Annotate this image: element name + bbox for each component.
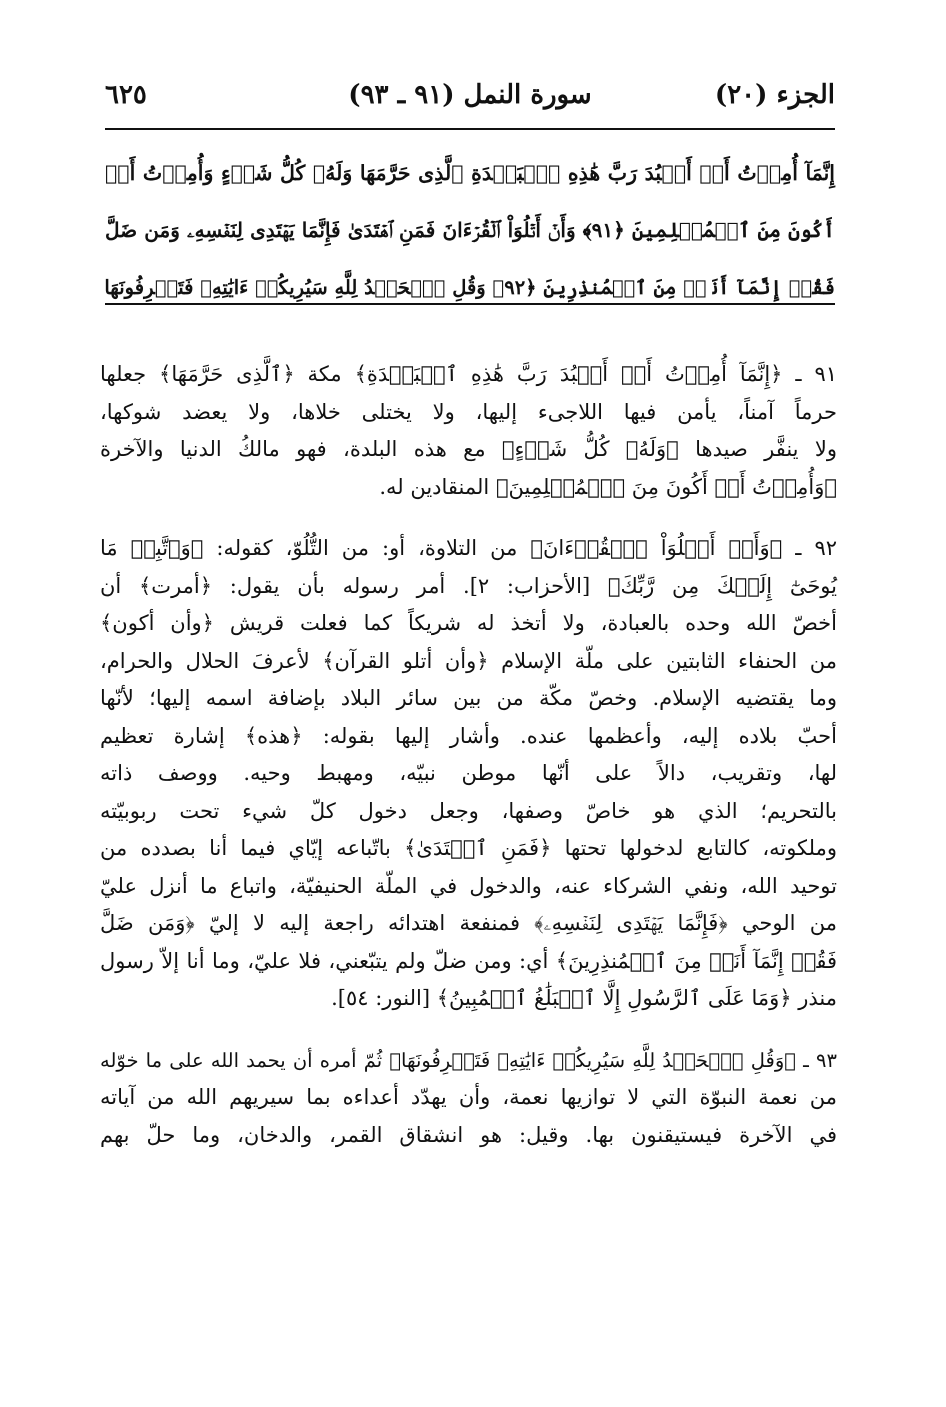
commentary-line: ﴿وَأُمِرۡتُ أَنۡ أَكُونَ مِنَ ٱلۡمُسۡلِمِينَ﴾ المنقادين له.	[379, 474, 837, 499]
commentary-line: يُوحَىٰٓ إِلَيۡكَ مِن رَّبِّكَ﴾ [الأحزاب: ٢]. أمر رسوله بأن يقول: ﴿أمرت﴾ أن	[100, 573, 837, 598]
commentary-line: في الآخرة فيستيقنون بها. وقيل: هو انشقاق القمر، والدخان، وما حلّ بهم	[100, 1122, 837, 1147]
quran-line: فَقُلۡ إِنَّمَآ أَنَا۠ مِنَ ٱلۡمُنذِرِينَ ﴿٩٢﴾ وَقُلِ ٱلۡحَمۡدُ لِلَّهِ سَيُرِيكُمۡ ءَايَٰتِهِۦ فَتَعۡرِفُونَهَا	[104, 276, 835, 299]
commentary-line: توحيد الله، ونفي الشركاء عنه، والدخول في الملّة الحنيفيّة، واتباع ما أنزل عليّ	[100, 873, 837, 898]
quran-verses	[105, 145, 835, 316]
page-number: ٦٢٥	[105, 80, 147, 110]
commentary-line: فَقُلۡ إِنَّمَآ أَنَا۠ مِنَ ٱلۡمُنذِرِينَ﴾ أي: ومن ضلّ ولم يتبّعني، فلا عليّ، وما أنا إلاّ رسول	[100, 948, 837, 973]
commentary-line: وملكوته، كالتابع لدخولها تحتها ﴿فَمَنِ ٱهۡتَدَىٰ﴾ باتّباعه إيّاي فيما أنا بصدده من	[100, 836, 837, 860]
page-header	[105, 80, 835, 128]
commentary-line: بالتحريم؛ الذي هو خاصّ وصفها، وجعل دخول كلّ شيء تحت ربوبيّته	[100, 798, 837, 823]
commentary-paragraph-93	[100, 1042, 837, 1155]
juz-label: الجزء (٢٠)	[714, 80, 835, 110]
commentary-line: وما يقتضيه الإسلام. وخصّ مكّة من بين سائر البلاد بإضافة اسمه إليها؛ لأنّها	[100, 686, 837, 710]
commentary-line: أحبّ بلاده إليه، وأعظمها عنده. وأشار إليها بقوله: ﴿هذه﴾ إشارة تعظيم	[100, 723, 837, 748]
surah-title: سورة النمل (٩١ ـ ٩٣)	[348, 80, 592, 110]
quran-line: إِنَّمَآ أُمِرۡتُ أَنۡ أَعۡبُدَ رَبَّ هَٰذِهِ ٱلۡبَلۡدَةِ ٱلَّذِى حَرَّمَهَا وَلَهُۥ كُلُّ شَىۡءٍ وَأُمِرۡتُ أَنۡ	[105, 161, 835, 185]
commentary-line: منذر ﴿وَمَا عَلَى ٱلرَّسُولِ إِلَّا ٱلۡبَلَٰغُ ٱلۡمُبِينُ﴾ [النور: ٥٤].	[331, 986, 837, 1010]
commentary-line: من الوحي ﴿فَإِنَّمَا يَهۡتَدِى لِنَفۡسِهِۦ﴾ فمنفعة اهتدائه راجعة إليه لا إليّ ﴿وَمَن ضَلَّ	[100, 911, 837, 935]
quran-line: أَكُونَ مِنَ ٱلۡمُسۡلِمِينَ ﴿٩١﴾ وَأَنۡ أَتۡلُوَاْ ٱلۡقُرۡءَانَ فَمَنِ ٱهۡتَدَىٰ فَإِنَّمَا يَهۡتَدِى لِنَفۡسِهِۦ وَمَن ضَلَّ	[105, 218, 835, 242]
commentary-line: أخصّ الله وحده بالعبادة، ولا أتخذ له شريكاً كما فعلت قريش ﴿وأن أكون﴾	[100, 611, 837, 635]
commentary-line: لها، وتقريب، دالاً على أنّها موطن نبيّه، ومهبط وحيه. ووصف ذاته	[100, 761, 837, 785]
commentary-line: ولا ينفَّر صيدها ﴿وَلَهُۥ كُلُّ شَىۡءٍ﴾ مع هذه البلدة، فهو مالكُ الدنيا والآخرة	[100, 437, 837, 461]
commentary-line: ٩١ ـ ﴿إِنَّمَآ أُمِرۡتُ أَنۡ أَعۡبُدَ رَبَّ هَٰذِهِ ٱلۡبَلۡدَةِ﴾ مكة ﴿ٱلَّذِى حَرَّمَهَا﴾ جعلها	[100, 362, 837, 386]
commentary-line: حرماً آمناً، يأمن فيها اللاجىء إليها، ولا يختلى خلاها، ولا يعضد شوكها،	[100, 399, 837, 424]
commentary-paragraph-91	[100, 356, 837, 506]
tafsir-commentary	[100, 356, 837, 1178]
verses-divider	[105, 303, 835, 305]
commentary-line: من نعمة النبوّة التي لا توازيها نعمة، وأن يهدّد أعداءه بما سيريهم الله من آياته	[100, 1085, 837, 1109]
commentary-line: ٩٢ ـ ﴿وَأَنۡ أَتۡلُوَاْ ٱلۡقُرۡءَانَ﴾ من التلاوة، أو: من التُّلُوّ، كقوله: ﴿وَٱتَّبِعۡ مَا	[100, 536, 837, 560]
commentary-line: من الحنفاء الثابتين على ملّة الإسلام ﴿وأن أتلو القرآن﴾ لأعرفَ الحلال والحرام،	[100, 648, 837, 673]
header-divider	[105, 128, 835, 130]
commentary-paragraph-92	[100, 530, 837, 1018]
commentary-line: ٩٣ ـ ﴿وَقُلِ ٱلۡحَمۡدُ لِلَّهِ سَيُرِيكُمۡ ءَايَٰتِهِۦ فَتَعۡرِفُونَهَا﴾ ثُمّ أمره أن يحمد الله على ما خوّله	[100, 1048, 837, 1072]
